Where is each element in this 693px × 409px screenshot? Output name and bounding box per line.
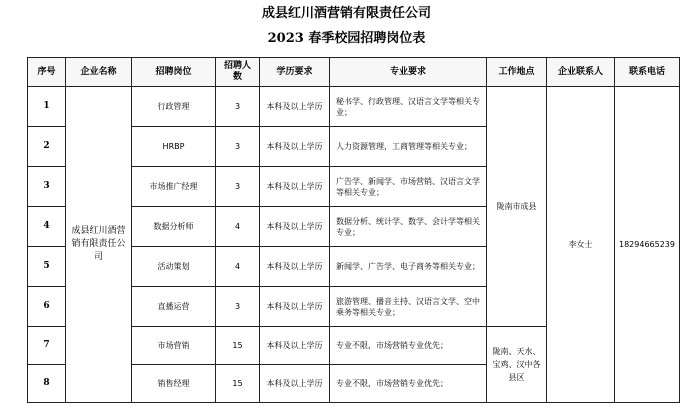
row-major: 数据分析、统计学、数学、会计学等相关专业； <box>330 207 487 247</box>
row-major: 新闻学、广告学、电子商务等相关专业； <box>330 247 487 287</box>
row-education: 本科及以上学历 <box>260 167 330 207</box>
row-seq: 2 <box>28 127 66 167</box>
header-position: 招聘岗位 <box>132 58 216 87</box>
header-seq: 序号 <box>28 58 66 87</box>
row-count: 3 <box>216 167 260 207</box>
row-major: 秘书学、行政管理、汉语言文学等相关专业； <box>330 87 487 127</box>
table-row <box>28 87 680 127</box>
row-seq: 3 <box>28 167 66 207</box>
header-count-line1: 招聘人 <box>223 61 251 71</box>
row-education: 本科及以上学历 <box>260 207 330 247</box>
row-education: 本科及以上学历 <box>260 327 330 365</box>
location-cell-1: 陇南市成县 <box>487 87 547 327</box>
contact-person-cell: 李女士 <box>547 87 615 403</box>
header-contact: 企业联系人 <box>547 58 615 87</box>
location-cell-2: 陇南、天水、宝鸡、汉中各县区 <box>487 327 547 403</box>
header-phone: 联系电话 <box>615 58 680 87</box>
recruitment-table <box>27 57 680 403</box>
row-seq: 8 <box>28 365 66 403</box>
row-position: 市场营销 <box>132 327 216 365</box>
company-name-cell: 成县红川酒营销有限责任公司 <box>66 87 132 403</box>
row-major: 广告学、新闻学、市场营销、汉语言文学等相关专业； <box>330 167 487 207</box>
row-count: 3 <box>216 287 260 327</box>
row-major: 专业不限，市场营销专业优先； <box>330 365 487 403</box>
row-position: 数据分析师 <box>132 207 216 247</box>
row-seq: 7 <box>28 327 66 365</box>
row-count: 4 <box>216 247 260 287</box>
row-education: 本科及以上学历 <box>260 87 330 127</box>
row-major: 专业不限，市场营销专业优先； <box>330 327 487 365</box>
row-education: 本科及以上学历 <box>260 247 330 287</box>
row-seq: 1 <box>28 87 66 127</box>
row-position: 行政管理 <box>132 87 216 127</box>
document-subtitle: 2023 春季校园招聘岗位表 <box>267 31 426 46</box>
table-header-row <box>28 58 680 87</box>
row-count: 3 <box>216 87 260 127</box>
row-position: 市场推广经理 <box>132 167 216 207</box>
contact-phone-cell: 18294665239 <box>615 87 680 403</box>
row-seq: 5 <box>28 247 66 287</box>
row-position: 直播运营 <box>132 287 216 327</box>
row-position: 销售经理 <box>132 365 216 403</box>
row-seq: 4 <box>28 207 66 247</box>
header-major: 专业要求 <box>330 58 487 87</box>
row-count: 15 <box>216 327 260 365</box>
row-major: 旅游管理、播音主持、汉语言文学、空中乘务等相关专业； <box>330 287 487 327</box>
row-education: 本科及以上学历 <box>260 365 330 403</box>
row-count: 15 <box>216 365 260 403</box>
row-education: 本科及以上学历 <box>260 287 330 327</box>
row-count: 4 <box>216 207 260 247</box>
header-location: 工作地点 <box>487 58 547 87</box>
document-title: 成县红川酒营销有限责任公司 <box>261 6 431 21</box>
header-education: 学历要求 <box>260 58 330 87</box>
row-seq: 6 <box>28 287 66 327</box>
header-count <box>216 58 260 87</box>
row-position: HRBP <box>132 127 216 167</box>
row-count: 3 <box>216 127 260 167</box>
row-major: 人力资源管理，工商管理等相关专业； <box>330 127 487 167</box>
row-education: 本科及以上学历 <box>260 127 330 167</box>
header-count-line2: 数 <box>232 72 242 82</box>
header-company: 企业名称 <box>66 58 132 87</box>
row-position: 活动策划 <box>132 247 216 287</box>
